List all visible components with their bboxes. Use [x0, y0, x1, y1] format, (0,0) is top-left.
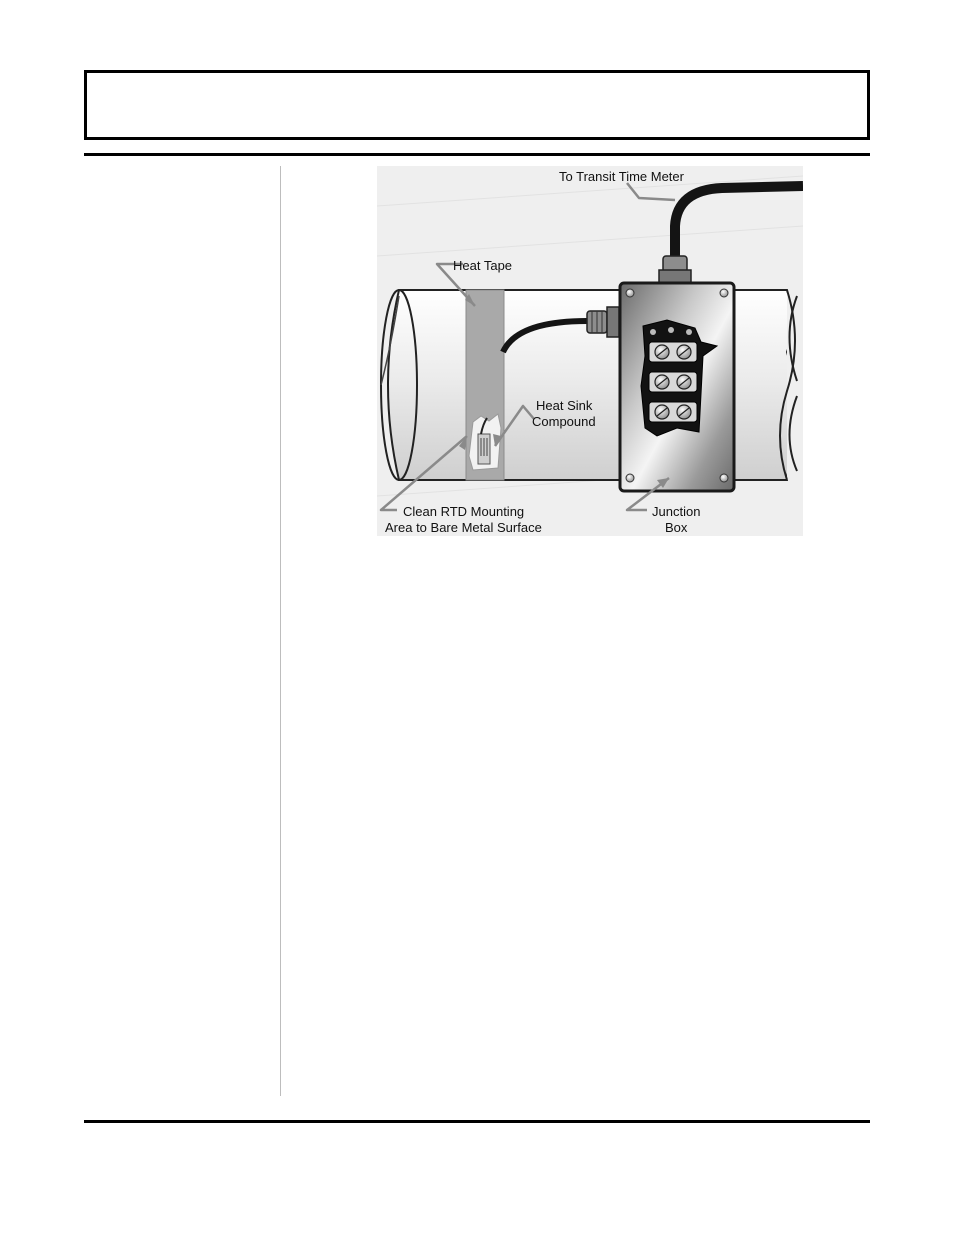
label-box: Box: [665, 520, 688, 535]
label-heat-sink-line2: Compound: [532, 414, 596, 429]
label-to-transit-time-meter: To Transit Time Meter: [559, 169, 684, 184]
junction-box: [620, 283, 734, 491]
label-heat-tape: Heat Tape: [453, 258, 513, 273]
footer-rule: [84, 1120, 870, 1123]
label-clean-area-line1: Clean RTD Mounting: [403, 504, 525, 519]
top-cable-gland: [659, 256, 691, 284]
margin-rule: [280, 166, 281, 1096]
page-header-box: [84, 70, 870, 140]
header-rule: [84, 153, 870, 156]
rtd-installation-figure: [377, 166, 803, 536]
label-heat-sink-line1: Heat Sink: [536, 398, 593, 413]
side-cable-gland: [587, 307, 619, 337]
label-junction: Junction: [652, 504, 701, 519]
label-clean-area-line2: Area to Bare Metal Surface: [385, 520, 542, 535]
